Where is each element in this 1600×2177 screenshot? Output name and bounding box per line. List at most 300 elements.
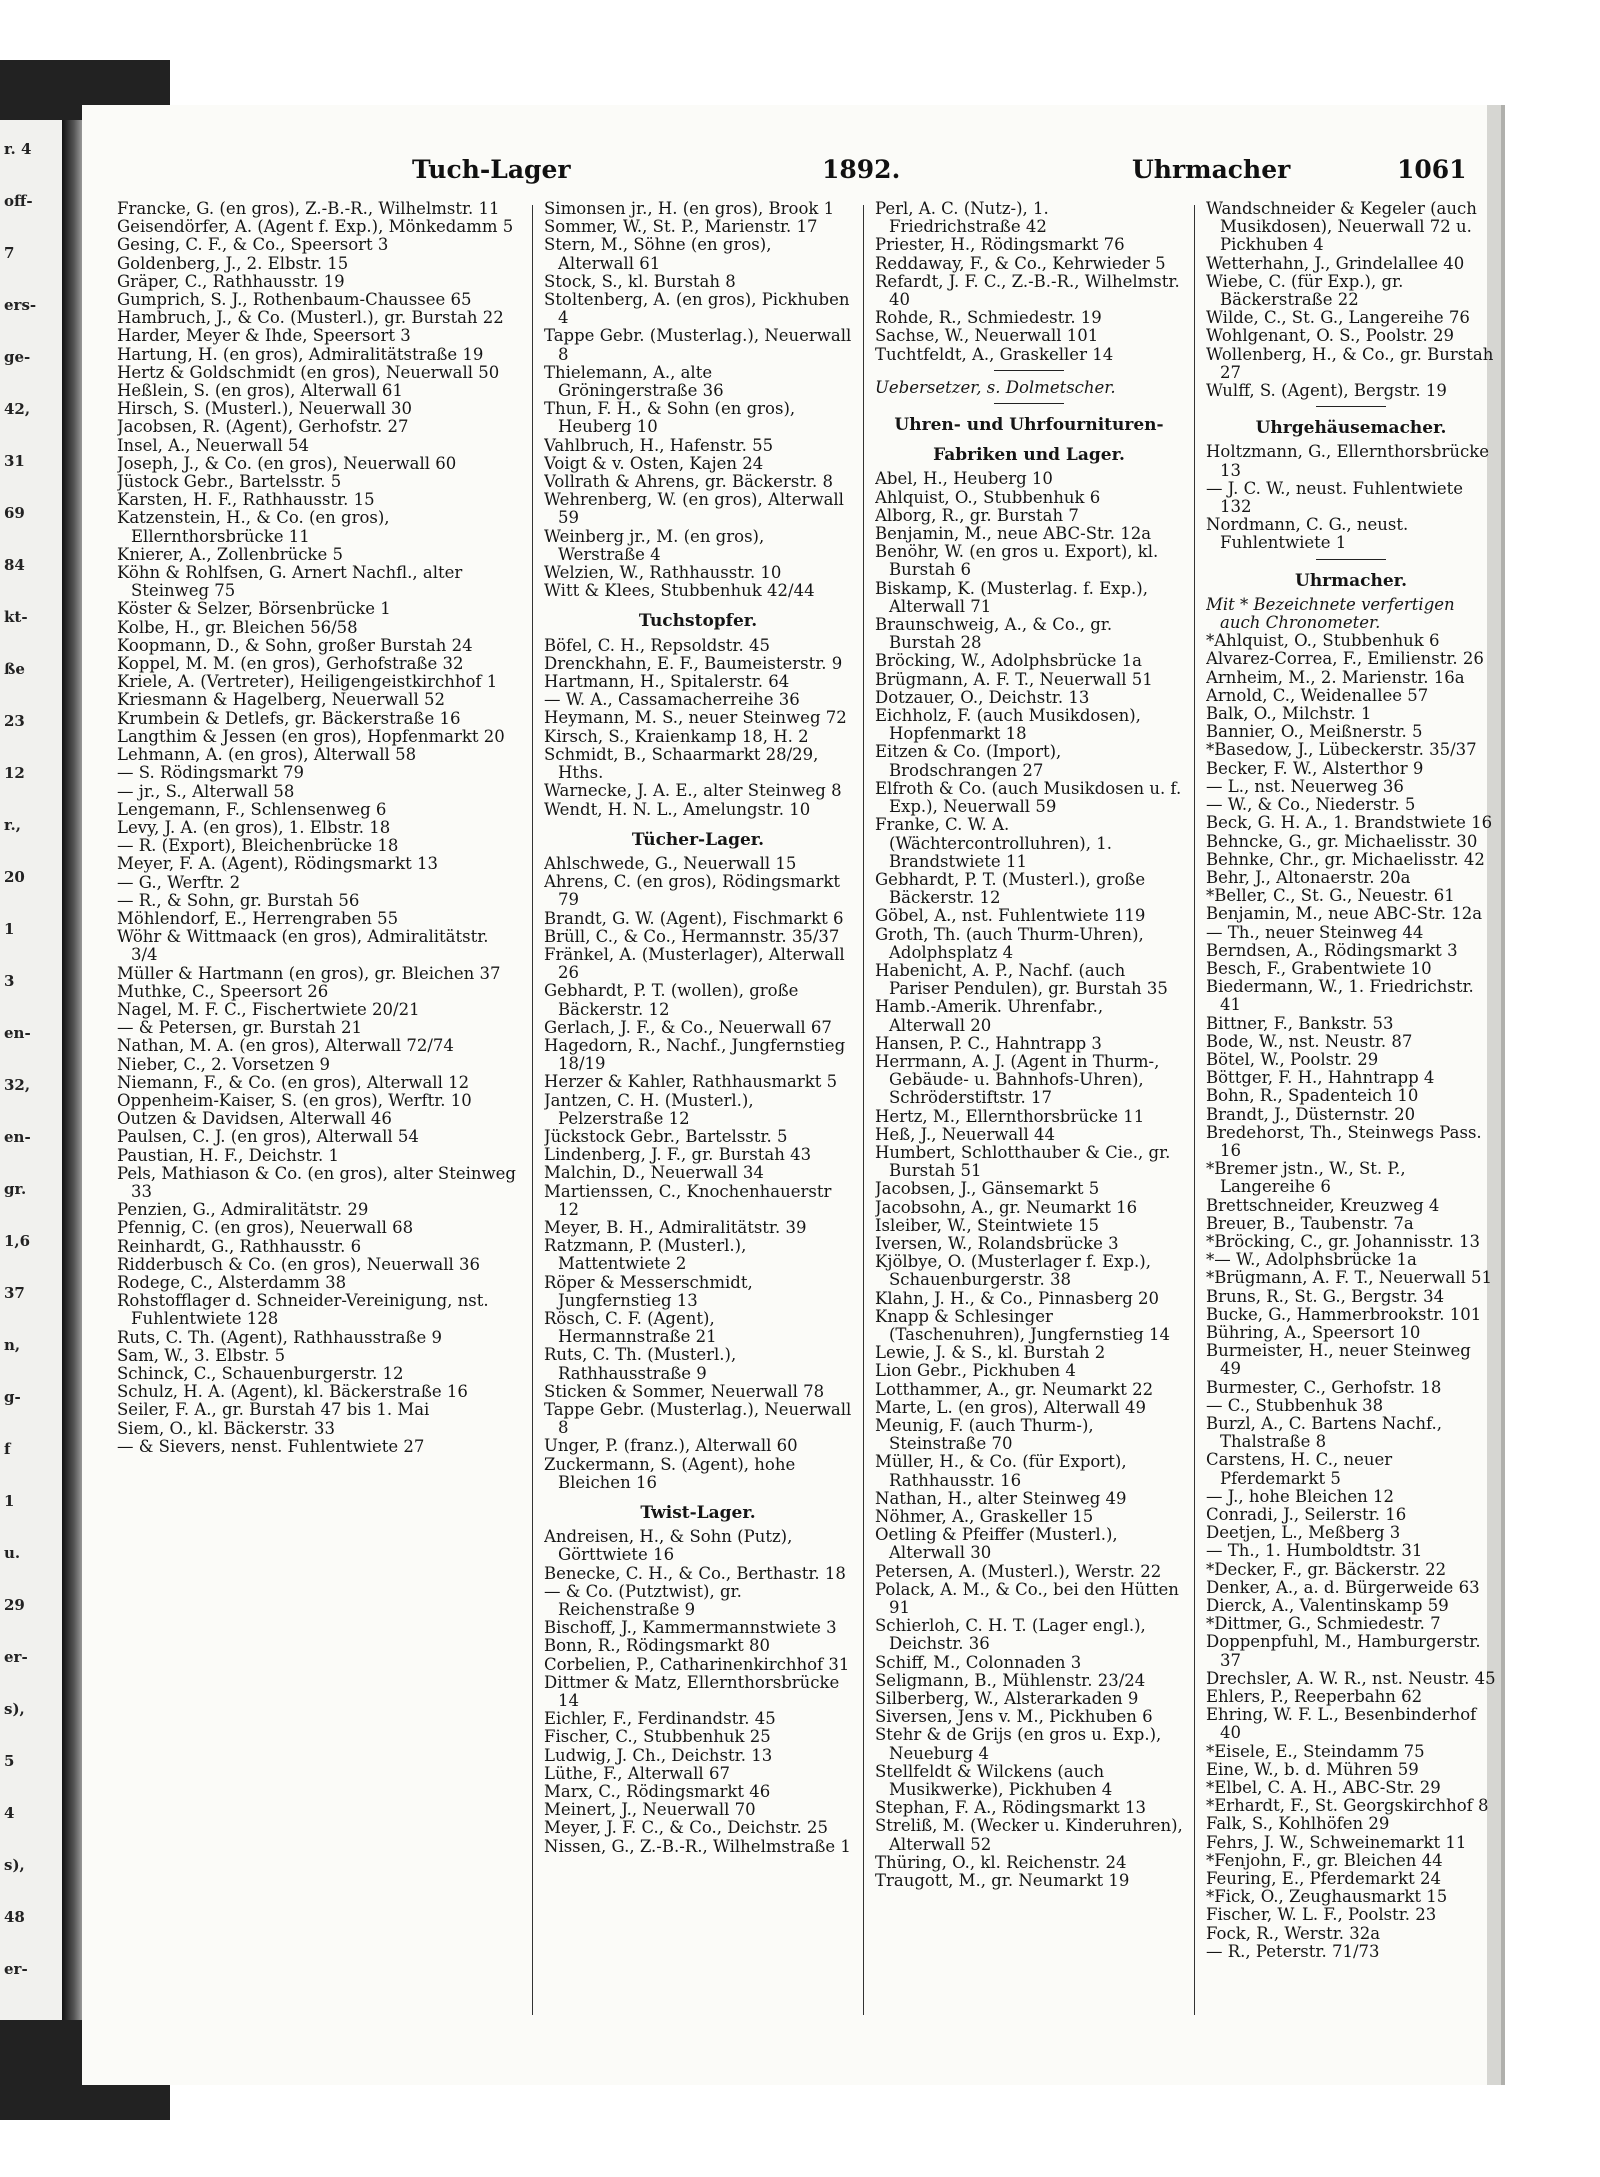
directory-entry: Köhn & Rohlfsen, G. Arnert Nachfl., alter Steinweg 75: [117, 564, 463, 601]
directory-entry: Vahlbruch, H., Hafenstr. 55: [544, 436, 774, 455]
directory-entry: Alvarez-Correa, F., Emilienstr. 26: [1206, 650, 1484, 669]
prev-page-fragment: er-: [4, 1648, 28, 1666]
directory-entry: Behnke, Chr., gr. Michaelisstr. 42: [1206, 850, 1485, 869]
directory-entry: Perl, A. C. (Nutz-), 1. Friedrichstraße 42: [875, 200, 1049, 237]
directory-entry: Biedermann, W., 1. Friedrichstr. 41: [1206, 978, 1474, 1015]
directory-entry: Koopmann, D., & Sohn, großer Burstah 24: [117, 636, 473, 655]
directory-entry: Dotzauer, O., Deichstr. 13: [875, 688, 1090, 707]
directory-entry: Gräper, C., Rathhausstr. 19: [117, 272, 345, 291]
directory-entry: Krumbein & Detlefs, gr. Bäckerstraße 16: [117, 709, 461, 728]
directory-entry: Meyer, J. F. C., & Co., Deichstr. 25: [544, 1819, 829, 1838]
directory-entry: Jacobsohn, A., gr. Neumarkt 16: [875, 1198, 1138, 1217]
directory-entry: Hambruch, J., & Co. (Musterl.), gr. Burstah 22: [117, 309, 504, 328]
directory-entry: Malchin, D., Neuerwall 34: [544, 1164, 764, 1183]
directory-entry: Burmeister, H., neuer Steinweg 49: [1206, 1342, 1471, 1379]
directory-entry: Bröcking, W., Adolphsbrücke 1a: [875, 652, 1142, 671]
directory-entry: Siem, O., kl. Bäckerstr. 33: [117, 1419, 336, 1438]
directory-entry: Schulz, H. A. (Agent), kl. Bäckerstraße 16: [117, 1383, 468, 1402]
directory-entry: Hirsch, S. (Musterl.), Neuerwall 30: [117, 400, 412, 419]
directory-entry: Penzien, G., Admiralitätstr. 29: [117, 1201, 369, 1220]
directory-entry: Kriesmann & Hagelberg, Neuerwall 52: [117, 691, 445, 710]
directory-entry: *Basedow, J., Lübeckerstr. 35/37: [1206, 741, 1477, 760]
directory-entry: Herrmann, A. J. (Agent in Thurm-, Gebäude- u. Bahnhofs-Uhren), Schröderstiftstr. 17: [875, 1052, 1160, 1108]
directory-entry: Petersen, A. (Musterl.), Werstr. 22: [875, 1562, 1162, 1581]
directory-entry: — R., & Sohn, gr. Burstah 56: [117, 891, 360, 910]
directory-entry: Becker, F. W., Alsterthor 9: [1206, 759, 1424, 778]
directory-entry: Köster & Selzer, Börsenbrücke 1: [117, 600, 391, 619]
prev-page-fragment: n,: [4, 1336, 21, 1354]
directory-entry: Bredehorst, Th., Steinwegs Pass. 16: [1206, 1123, 1482, 1160]
directory-entry: Ridderbusch & Co. (en gros), Neuerwall 36: [117, 1255, 481, 1274]
directory-entry: Outzen & Davidsen, Alterwall 46: [117, 1110, 392, 1129]
directory-entry: Refardt, J. F. C., Z.-B.-R., Wilhelmstr. 40: [875, 272, 1180, 310]
directory-entry: Iversen, W., Rolandsbrücke 3: [875, 1234, 1119, 1253]
directory-entry: Reinhardt, G., Rathhausstr. 6: [117, 1237, 362, 1256]
directory-entry: Wandschneider & Kegeler (auch Musikdosen), Neuerwall 72 u. Pickhuben 4: [1206, 200, 1477, 255]
directory-entry: *Elbel, C. A. H., ABC-Str. 29: [1206, 1779, 1441, 1798]
prev-page-fragment: 1,6: [4, 1232, 31, 1250]
directory-entry: Hartung, H. (en gros), Admiralitätstraße 19: [117, 345, 484, 364]
directory-entry: Gebhardt, P. T. (Musterl.), große Bäckerstr. 12: [875, 870, 1146, 908]
directory-entry: Brügmann, A. F. T., Neuerwall 51: [875, 670, 1153, 689]
header-right-section: Uhrmacher: [1132, 155, 1291, 184]
directory-entry: Nathan, H., alter Steinweg 49: [875, 1489, 1127, 1508]
directory-entry: Seligmann, B., Mühlenstr. 23/24: [875, 1671, 1146, 1690]
directory-entry: Simonsen jr., H. (en gros), Brook 1: [544, 200, 835, 218]
prev-page-fragment: 32,: [4, 1076, 31, 1094]
prev-page-fragment: 48: [4, 1908, 25, 1926]
section-rule: [1316, 559, 1386, 560]
directory-entry: Carstens, H. C., neuer Pferdemarkt 5: [1206, 1451, 1393, 1488]
directory-entry: Denker, A., a. d. Bürgerweide 63: [1206, 1578, 1480, 1597]
directory-entry: — J. C. W., neust. Fuhlentwiete 132: [1206, 479, 1464, 517]
directory-entry: — L., nst. Neuerweg 36: [1206, 777, 1404, 796]
directory-entry: Drenckhahn, E. F., Baumeisterstr. 9: [544, 654, 843, 673]
section-heading: Fabriken und Lager.: [933, 445, 1125, 466]
directory-entry: Fränkel, A. (Musterlager), Alterwall 26: [544, 945, 845, 983]
directory-entry: Benjamin, M., neue ABC-Str. 12a: [1206, 905, 1483, 924]
directory-entry: Schiff, M., Colonnaden 3: [875, 1653, 1082, 1672]
directory-entry: Meyer, F. A. (Agent), Rödingsmarkt 13: [117, 855, 439, 874]
directory-entry: Lengemann, F., Schlensenweg 6: [117, 800, 387, 819]
prev-page-fragment: 20: [4, 868, 25, 886]
directory-entry: Sachse, W., Neuerwall 101: [875, 327, 1099, 346]
directory-entry: Paulsen, C. J. (en gros), Alterwall 54: [117, 1128, 419, 1147]
section-note: Uebersetzer, s. Dolmetscher.: [875, 377, 1116, 397]
directory-entry: *Decker, F., gr. Bäckerstr. 22: [1206, 1560, 1447, 1579]
directory-entry: Nieber, C., 2. Vorsetzen 9: [117, 1055, 331, 1074]
directory-entry: Alborg, R., gr. Burstah 7: [875, 506, 1079, 525]
prev-page-fragment: er-: [4, 1960, 28, 1978]
directory-entry: Möhlendorf, E., Herrengraben 55: [117, 909, 399, 928]
directory-entry: Bucke, G., Hammerbrookstr. 101: [1206, 1305, 1482, 1324]
directory-entry: Burzl, A., C. Bartens Nachf., Thalstraße 8: [1206, 1415, 1443, 1452]
section-heading: Uhrgehäusemacher.: [1255, 418, 1447, 439]
directory-entry: Weinberg jr., M. (en gros), Werstraße 4: [544, 527, 765, 564]
directory-entry: — & Sievers, nenst. Fuhlentwiete 27: [117, 1437, 425, 1456]
directory-entry: Lüthe, F., Alterwall 67: [544, 1764, 730, 1783]
prev-page-fragment: 23: [4, 712, 25, 730]
directory-entry: Knapp & Schlesinger (Taschenuhren), Jungfernstieg 14: [875, 1307, 1170, 1344]
directory-entry: Meunig, F. (auch Thurm-), Steinstraße 70: [875, 1417, 1094, 1454]
prev-page-fragment: 37: [4, 1284, 25, 1302]
directory-entry: — C., Stubbenhuk 38: [1206, 1396, 1384, 1415]
prev-page-fragment: ge-: [4, 348, 31, 366]
prev-page-fragment: ße: [4, 660, 25, 678]
directory-entry: Kjölbye, O. (Musterlager f. Exp.), Schauenburgerstr. 38: [875, 1253, 1151, 1290]
directory-entry: Tuchtfeldt, A., Graskeller 14: [875, 345, 1114, 364]
directory-entry: Gesing, C. F., & Co., Speersort 3: [117, 236, 389, 255]
directory-entry: Jückstock Gebr., Bartelsstr. 5: [544, 1127, 788, 1146]
directory-entry: Koppel, M. M. (en gros), Gerhofstraße 32: [117, 655, 464, 674]
previous-page-edge: [0, 120, 62, 2020]
prev-page-fragment: 1: [4, 920, 15, 938]
directory-entry: Wollenberg, H., & Co., gr. Burstah 27: [1206, 345, 1494, 382]
directory-entry: Niemann, F., & Co. (en gros), Alterwall 12: [117, 1073, 470, 1092]
directory-entry: *Eisele, E., Steindamm 75: [1206, 1742, 1425, 1761]
directory-entry: Polack, A. M., & Co., bei den Hütten 91: [875, 1580, 1179, 1618]
directory-entry: Fischer, W. L. F., Poolstr. 23: [1206, 1906, 1437, 1925]
directory-entry: Böfel, C. H., Repsoldstr. 45: [544, 636, 770, 655]
directory-entry: Jacobsen, J., Gänsemarkt 5: [875, 1180, 1100, 1199]
directory-entry: Thielemann, A., alte Gröningerstraße 36: [544, 363, 724, 401]
directory-entry: Habenicht, A. P., Nachf. (auch Pariser Pendulen), gr. Burstah 35: [875, 961, 1168, 999]
prev-page-fragment: g-: [4, 1388, 21, 1406]
directory-entry: Isleiber, W., Steintwiete 15: [875, 1216, 1100, 1235]
page-header: [412, 155, 1467, 195]
prev-page-fragment: 69: [4, 504, 25, 522]
directory-entry: Zuckermann, S. (Agent), hohe Bleichen 16: [544, 1455, 796, 1492]
directory-entry: Arnheim, M., 2. Marienstr. 16a: [1206, 668, 1465, 687]
directory-entry: — & Co. (Putztwist), gr. Reichenstraße 9: [544, 1582, 742, 1620]
directory-entry: *Ahlquist, O., Stubbenhuk 6: [1206, 632, 1440, 651]
directory-entry: Röper & Messerschmidt, Jungfernstieg 13: [544, 1273, 753, 1310]
directory-entry: Behncke, G., gr. Michaelisstr. 30: [1206, 832, 1478, 851]
prev-page-fragment: ers-: [4, 296, 37, 314]
directory-entry: Streliß, M. (Wecker u. Kinderuhren), Alterwall 52: [875, 1817, 1183, 1854]
directory-entry: Benöhr, W. (en gros u. Export), kl. Burstah 6: [875, 543, 1159, 580]
directory-entry: — Th., neuer Steinweg 44: [1206, 923, 1424, 942]
directory-entry: Wetterhahn, J., Grindelallee 40: [1206, 254, 1465, 273]
directory-entry: Drechsler, A. W. R., nst. Neustr. 45: [1206, 1669, 1496, 1688]
directory-entry: Eine, W., b. d. Mühren 59: [1206, 1760, 1419, 1779]
prev-page-fragment: en-: [4, 1128, 31, 1146]
directory-entry: Heß, J., Neuerwall 44: [875, 1125, 1055, 1144]
directory-entry: *Fenjohn, F., gr. Bleichen 44: [1206, 1851, 1443, 1870]
directory-entry: Fehrs, J. W., Schweinemarkt 11: [1206, 1833, 1467, 1852]
directory-entry: Bischoff, J., Kammermannstwiete 3: [544, 1619, 837, 1638]
directory-entry: Stern, M., Söhne (en gros), Alterwall 61: [544, 236, 772, 273]
directory-entry: Bötel, W., Poolstr. 29: [1206, 1050, 1379, 1069]
directory-entry: Traugott, M., gr. Neumarkt 19: [875, 1872, 1130, 1891]
prev-page-fragment: off-: [4, 192, 33, 210]
directory-entry: Ahlquist, O., Stubbenhuk 6: [875, 488, 1101, 507]
directory-entry: Balk, O., Milchstr. 1: [1206, 705, 1372, 724]
directory-entry: Pfennig, C. (en gros), Neuerwall 68: [117, 1219, 414, 1238]
directory-entry: Meyer, B. H., Admiralitätstr. 39: [544, 1218, 807, 1237]
section-heading: Twist-Lager.: [640, 1503, 756, 1524]
directory-entry: Humbert, Schlotthauber & Cie., gr. Burstah 51: [875, 1143, 1171, 1181]
directory-entry: Vollrath & Ahrens, gr. Bäckerstr. 8: [544, 473, 833, 492]
column-divider: [863, 205, 864, 2015]
prev-page-fragment: r.,: [4, 816, 21, 834]
directory-entry: Abel, H., Heuberg 10: [875, 470, 1053, 489]
directory-entry: Ehlers, P., Reeperbahn 62: [1206, 1688, 1423, 1707]
directory-entry: Nordmann, C. G., neust. Fuhlentwiete 1: [1206, 516, 1409, 553]
section-heading: Uhren- und Uhrfournituren-: [894, 415, 1164, 436]
directory-entry: Stoltenberg, A. (en gros), Pickhuben 4: [544, 291, 850, 328]
directory-entry: Ahlschwede, G., Neuerwall 15: [544, 854, 797, 873]
directory-entry: Doppenpfuhl, M., Hamburgerstr. 37: [1206, 1633, 1481, 1670]
prev-page-fragment: 1: [4, 1492, 15, 1510]
directory-entry: Witt & Klees, Stubbenhuk 42/44: [544, 582, 815, 601]
directory-entry: Wendt, H. N. L., Amelungstr. 10: [544, 800, 811, 819]
directory-entry: Stellfeldt & Wilckens (auch Musikwerke), Pickhuben 4: [875, 1762, 1113, 1800]
section-rule: [994, 403, 1064, 404]
directory-entry: — R. (Export), Bleichenbrücke 18: [117, 837, 399, 856]
directory-entry: Thüring, O., kl. Reichenstr. 24: [875, 1853, 1127, 1872]
directory-entry: Arnold, C., Weidenallee 57: [1206, 686, 1429, 705]
directory-entry: Hamb.-Amerik. Uhrenfabr., Alterwall 20: [875, 998, 1104, 1035]
directory-entry: — G., Werftr. 2: [117, 873, 241, 892]
directory-entry: Karsten, H. F., Rathhausstr. 15: [117, 491, 375, 510]
directory-entry: Bode, W., nst. Neustr. 87: [1206, 1032, 1413, 1051]
column-3: [875, 200, 1183, 2030]
column-divider: [1194, 205, 1195, 2015]
directory-entry: Jacobsen, R. (Agent), Gerhofstr. 27: [117, 418, 409, 437]
column-divider: [532, 205, 533, 2015]
directory-entry: Gumprich, S. J., Rothenbaum-Chaussee 65: [117, 291, 472, 310]
directory-entry: — S. Rödingsmarkt 79: [117, 764, 305, 783]
section-rule: [994, 370, 1064, 371]
directory-entry: Burmester, C., Gerhofstr. 18: [1206, 1378, 1442, 1397]
directory-entry: Geisendörfer, A. (Agent f. Exp.), Mönkedamm 5: [117, 218, 514, 237]
directory-entry: Brandt, G. W. (Agent), Fischmarkt 6: [544, 909, 844, 928]
directory-entry: Heymann, M. S., neuer Steinweg 72: [544, 709, 847, 728]
directory-entry: — Th., 1. Humboldtstr. 31: [1206, 1542, 1423, 1561]
directory-entry: Ahrens, C. (en gros), Rödingsmarkt 79: [544, 873, 841, 910]
directory-entry: — jr., S., Alterwall 58: [117, 782, 295, 801]
directory-entry: Hagedorn, R., Nachf., Jungfernstieg 18/19: [544, 1036, 846, 1074]
directory-entry: Bonn, R., Rödingsmarkt 80: [544, 1637, 771, 1656]
prev-page-fragment: 29: [4, 1596, 25, 1614]
directory-entry: Bittner, F., Bankstr. 53: [1206, 1014, 1394, 1033]
directory-entry: Brandt, J., Düsternstr. 20: [1206, 1105, 1416, 1124]
directory-entry: Lotthammer, A., gr. Neumarkt 22: [875, 1380, 1154, 1399]
directory-entry: Kirsch, S., Kraienkamp 18, H. 2: [544, 727, 809, 746]
section-heading: Tücher-Lager.: [631, 829, 765, 850]
directory-entry: Lion Gebr., Pickhuben 4: [875, 1362, 1076, 1381]
prev-page-fragment: kt-: [4, 608, 28, 626]
directory-entry: Deetjen, L., Meßberg 3: [1206, 1524, 1401, 1543]
directory-entry: Müller, H., & Co. (für Export), Rathhausstr. 16: [875, 1453, 1127, 1490]
directory-entry: *Bröcking, C., gr. Johannisstr. 13: [1206, 1232, 1480, 1251]
directory-entry: Reddaway, F., & Co., Kehrwieder 5: [875, 254, 1166, 273]
directory-entry: Falk, S., Kohlhöfen 29: [1206, 1815, 1390, 1834]
directory-entry: Bruns, R., St. G., Bergstr. 34: [1206, 1287, 1445, 1306]
directory-entry: Lindenberg, J. F., gr. Burstah 43: [544, 1146, 812, 1165]
directory-entry: Wulff, S. (Agent), Bergstr. 19: [1206, 382, 1447, 401]
directory-entry: Welzien, W., Rathhausstr. 10: [544, 564, 782, 583]
directory-entry: Harder, Meyer & Ihde, Speersort 3: [117, 327, 411, 346]
prev-page-fragment: 3: [4, 972, 15, 990]
directory-entry: Thun, F. H., & Sohn (en gros), Heuberg 10: [544, 400, 796, 437]
directory-entry: Bohn, R., Spadenteich 10: [1206, 1087, 1419, 1106]
header-left-section: Tuch-Lager: [412, 155, 571, 184]
column-2: [544, 200, 852, 2030]
directory-entry: Voigt & v. Osten, Kajen 24: [544, 454, 764, 473]
prev-page-fragment: 7: [4, 244, 15, 262]
prev-page-fragment: en-: [4, 1024, 31, 1042]
directory-entry: Francke, G. (en gros), Z.-B.-R., Wilhelmstr. 11: [117, 200, 500, 218]
directory-entry: Hertz & Goldschmidt (en gros), Neuerwall 50: [117, 363, 500, 382]
directory-entry: Corbelien, P., Catharinenkirchhof 31: [544, 1655, 850, 1674]
directory-entry: Besch, F., Grabentwiete 10: [1206, 959, 1432, 978]
directory-entry: Wohlgenant, O. S., Poolstr. 29: [1206, 327, 1454, 346]
directory-entry: Nathan, M. A. (en gros), Alterwall 72/74: [117, 1037, 454, 1056]
directory-entry: Rösch, C. F. (Agent), Hermannstraße 21: [544, 1309, 717, 1347]
column-1: [117, 200, 517, 2030]
directory-entry: Eichholz, F. (auch Musikdosen), Hopfenmarkt 18: [875, 707, 1141, 744]
directory-entry: Klahn, J. H., & Co., Pinnasberg 20: [875, 1289, 1160, 1308]
directory-entry: Göbel, A., nst. Fuhlentwiete 119: [875, 907, 1146, 926]
directory-entry: Franke, C. W. A. (Wächtercontrolluhren), 1. Brandstwiete 11: [875, 816, 1112, 871]
directory-entry: Stephan, F. A., Rödingsmarkt 13: [875, 1799, 1146, 1818]
directory-entry: Joseph, J., & Co. (en gros), Neuerwall 60: [117, 454, 457, 473]
directory-entry: Priester, H., Rödingsmarkt 76: [875, 236, 1125, 255]
directory-entry: Ruts, C. Th. (Agent), Rathhausstraße 9: [117, 1328, 442, 1347]
directory-entry: Brettschneider, Kreuzweg 4: [1206, 1196, 1440, 1215]
directory-entry: Jüstock Gebr., Bartelsstr. 5: [117, 473, 342, 492]
directory-entry: — W. A., Cassamacherreihe 36: [544, 691, 800, 710]
directory-entry: Biskamp, K. (Musterlag. f. Exp.), Alterwall 71: [875, 579, 1148, 616]
directory-entry: Conradi, J., Seilerstr. 16: [1206, 1506, 1407, 1525]
directory-entry: Fock, R., Werstr. 32a: [1206, 1924, 1381, 1943]
directory-entry: Stock, S., kl. Burstah 8: [544, 272, 736, 291]
directory-entry: Ruts, C. Th. (Musterl.), Rathhausstraße 9: [544, 1346, 737, 1383]
directory-entry: Bannier, O., Meißnerstr. 5: [1206, 723, 1423, 742]
directory-entry: Warnecke, J. A. E., alter Steinweg 8: [544, 782, 842, 801]
directory-entry: Wöhr & Wittmaack (en gros), Admiralitätstr. 3/4: [117, 928, 489, 965]
column-4: [1206, 200, 1496, 2030]
directory-entry: Gerlach, J. F., & Co., Neuerwall 67: [544, 1018, 832, 1037]
directory-entry: Silberberg, W., Alsterarkaden 9: [875, 1690, 1139, 1709]
directory-entry: Kriele, A. (Vertreter), Heiligengeistkirchhof 1: [117, 673, 498, 692]
book-gutter: [62, 120, 82, 2020]
directory-entry: Braunschweig, A., & Co., gr. Burstah 28: [875, 616, 1113, 653]
directory-entry: Gebhardt, P. T. (wollen), große Bäckerstr. 12: [544, 982, 799, 1019]
directory-entry: Sommer, W., St. P., Marienstr. 17: [544, 218, 818, 237]
directory-entry: Schinck, C., Schauenburgerstr. 12: [117, 1365, 404, 1383]
directory-entry: Ehring, W. F. L., Besenbinderhof 40: [1206, 1706, 1477, 1743]
directory-entry: Goldenberg, J., 2. Elbstr. 15: [117, 254, 349, 273]
prev-page-fragment: r. 4: [4, 140, 32, 158]
directory-entry: — & Petersen, gr. Burstah 21: [117, 1019, 363, 1038]
directory-entry: Herzer & Kahler, Rathhausmarkt 5: [544, 1073, 838, 1092]
directory-entry: — J., hohe Bleichen 12: [1206, 1487, 1394, 1506]
directory-entry: Meinert, J., Neuerwall 70: [544, 1801, 756, 1820]
directory-entry: Levy, J. A. (en gros), 1. Elbstr. 18: [117, 818, 391, 837]
directory-entry: Pels, Mathiason & Co. (en gros), alter Steinweg 33: [117, 1164, 516, 1201]
prev-page-fragment: 31: [4, 452, 25, 470]
directory-entry: Wiebe, C. (für Exp.), gr. Bäckerstraße 22: [1206, 272, 1404, 310]
directory-entry: Katzenstein, H., & Co. (en gros), Ellernthorsbrücke 11: [117, 509, 390, 546]
directory-entry: Seiler, F. A., gr. Burstah 47 bis 1. Mai: [117, 1401, 430, 1420]
prev-page-fragment: 84: [4, 556, 25, 574]
directory-entry: Böttger, F. H., Hahntrapp 4: [1206, 1069, 1435, 1088]
directory-entry: — R., Peterstr. 71/73: [1206, 1942, 1380, 1961]
directory-entry: Hansen, P. C., Hahntrapp 3: [875, 1034, 1102, 1053]
section-heading: Tuchstopfer.: [638, 611, 758, 632]
directory-entry: Stehr & de Grijs (en gros u. Exp.), Neueburg 4: [875, 1726, 1162, 1763]
directory-entry: Schmidt, B., Schaarmarkt 28/29, Hths.: [544, 745, 819, 783]
directory-entry: Lewie, J. & S., kl. Burstah 2: [875, 1344, 1106, 1363]
directory-entry: Behr, J., Altonaerstr. 20a: [1206, 868, 1411, 887]
prev-page-fragment: u.: [4, 1544, 21, 1562]
section-heading: Uhrmacher.: [1295, 570, 1407, 591]
directory-entry: Heßlein, S. (en gros), Alterwall 61: [117, 382, 403, 401]
directory-entry: Oppenheim-Kaiser, S. (en gros), Werftr. 10: [117, 1091, 472, 1110]
directory-entry: Brüll, C., & Co., Hermannstr. 35/37: [544, 927, 840, 946]
directory-entry: Tappe Gebr. (Musterlag.), Neuerwall 8: [544, 327, 852, 364]
directory-entry: Lehmann, A. (en gros), Alterwall 58: [117, 746, 417, 765]
directory-entry: Tappe Gebr. (Musterlag.), Neuerwall 8: [544, 1401, 852, 1438]
directory-entry: — W., & Co., Niederstr. 5: [1206, 796, 1416, 815]
directory-entry: Ludwig, J. Ch., Deichstr. 13: [544, 1746, 773, 1765]
directory-entry: Dierck, A., Valentinskamp 59: [1206, 1597, 1449, 1616]
directory-page: [82, 105, 1501, 2085]
directory-entry: Eichler, F., Ferdinandstr. 45: [544, 1710, 776, 1729]
directory-entry: *Fick, O., Zeughausmarkt 15: [1206, 1888, 1448, 1907]
directory-entry: *Dittmer, G., Schmiedestr. 7: [1206, 1615, 1441, 1634]
directory-entry: Feuring, E., Pferdemarkt 24: [1206, 1870, 1441, 1889]
directory-entry: Nagel, M. F. C., Fischertwiete 20/21: [117, 1000, 420, 1019]
directory-entry: Insel, A., Neuerwall 54: [117, 436, 310, 455]
section-note: Mit * Bezeichnete verfertigen auch Chronometer.: [1206, 594, 1455, 633]
directory-entry: Paustian, H. F., Deichstr. 1: [117, 1146, 339, 1165]
directory-entry: Langthim & Jessen (en gros), Hopfenmarkt 20: [117, 727, 505, 746]
directory-entry: Benjamin, M., neue ABC-Str. 12a: [875, 525, 1152, 544]
directory-entry: Groth, Th. (auch Thurm-Uhren), Adolphsplatz 4: [875, 925, 1144, 962]
prev-page-fragment: 42,: [4, 400, 31, 418]
directory-entry: Martienssen, C., Knochenhauerstr 12: [544, 1182, 832, 1219]
directory-entry: Fischer, C., Stubbenhuk 25: [544, 1728, 771, 1747]
directory-entry: Elfroth & Co. (auch Musikdosen u. f. Exp.), Neuerwall 59: [875, 779, 1182, 817]
prev-page-fragment: gr.: [4, 1180, 27, 1198]
directory-entry: Holtzmann, G., Ellernthorsbrücke 13: [1206, 443, 1489, 480]
directory-entry: Benecke, C. H., & Co., Berthastr. 18: [544, 1564, 846, 1583]
directory-entry: Dittmer & Matz, Ellernthorsbrücke 14: [544, 1673, 840, 1711]
section-rule: [1316, 406, 1386, 407]
directory-entry: Rohstofflager d. Schneider-Vereinigung, nst. Fuhlentwiete 128: [117, 1292, 489, 1329]
page-number: 1061: [1397, 155, 1467, 184]
directory-entry: Schierloh, C. H. T. (Lager engl.), Deichstr. 36: [875, 1617, 1146, 1654]
directory-entry: Kolbe, H., gr. Bleichen 56/58: [117, 618, 358, 637]
directory-entry: Bühring, A., Speersort 10: [1206, 1323, 1421, 1342]
prev-page-fragment: 4: [4, 1804, 15, 1822]
directory-entry: Muthke, C., Speersort 26: [117, 982, 329, 1001]
directory-entry: Berndsen, A., Rödingsmarkt 3: [1206, 941, 1458, 960]
prev-page-fragment: 5: [4, 1752, 15, 1770]
directory-entry: *— W., Adolphsbrücke 1a: [1206, 1251, 1417, 1270]
directory-entry: Andreisen, H., & Sohn (Putz), Görttwiete 16: [544, 1528, 793, 1565]
directory-entry: Nissen, G., Z.-B.-R., Wilhelmstraße 1: [544, 1837, 851, 1856]
directory-entry: *Brügmann, A. F. T., Neuerwall 51: [1206, 1269, 1493, 1288]
directory-entry: Eitzen & Co. (Import), Brodschrangen 27: [875, 743, 1062, 780]
directory-entry: Hartmann, H., Spitalerstr. 64: [544, 673, 790, 692]
directory-entry: Marte, L. (en gros), Alterwall 49: [875, 1398, 1147, 1417]
directory-entry: Rodege, C., Alsterdamm 38: [117, 1273, 347, 1292]
